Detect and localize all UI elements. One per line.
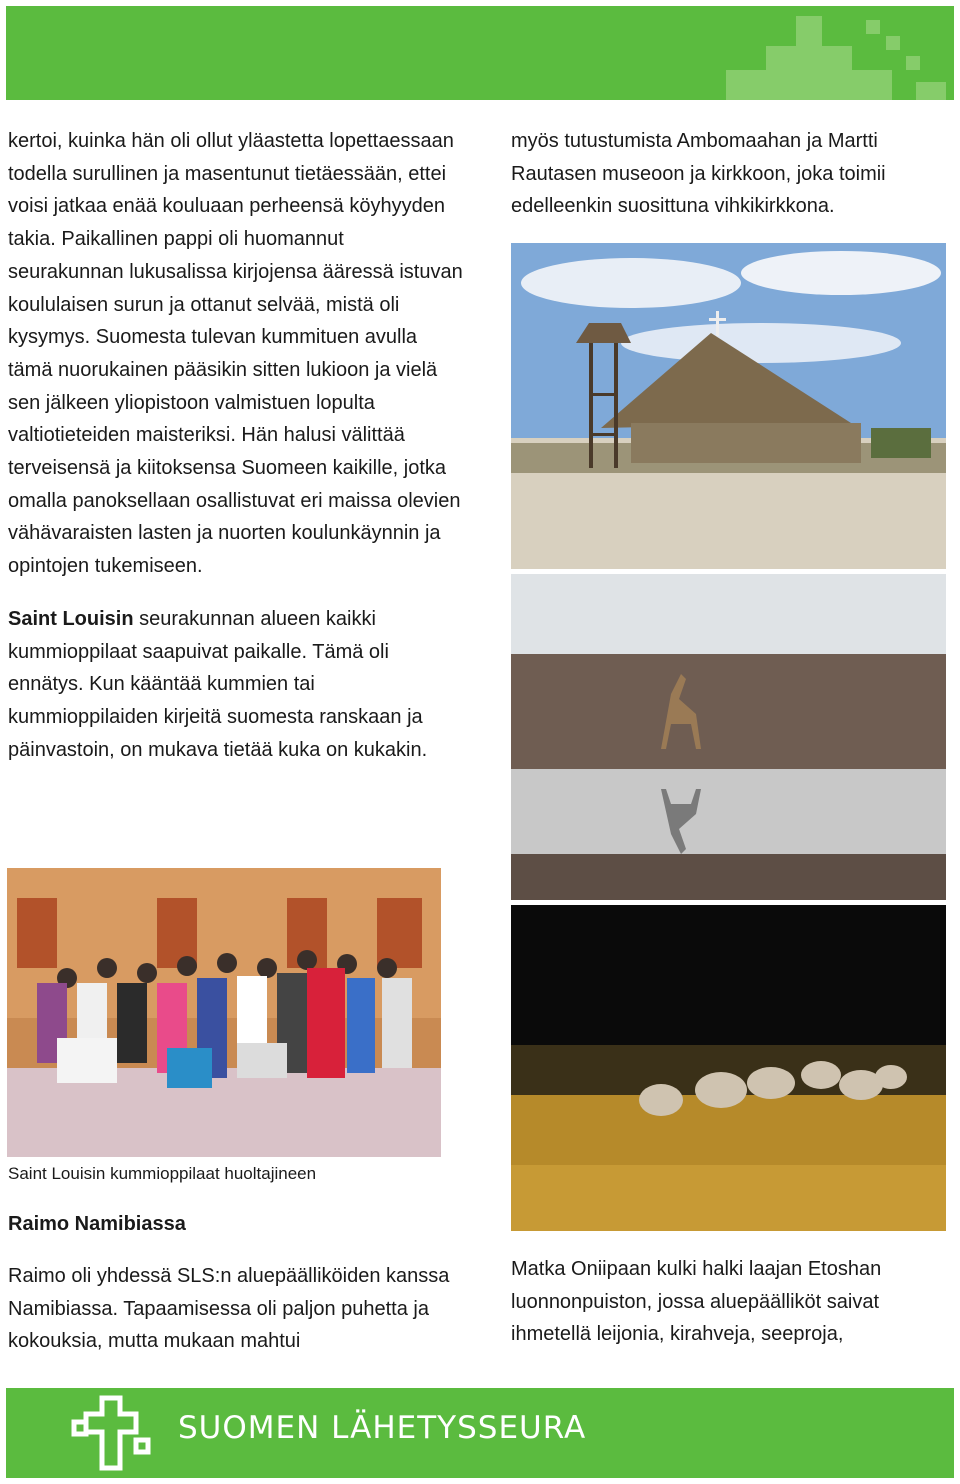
group-photo-caption: Saint Louisin kummioppilaat huoltajineen <box>8 1164 317 1183</box>
cross-pattern-icon <box>6 6 954 100</box>
namibia-heading: Raimo Namibiassa <box>8 1213 186 1235</box>
header-band <box>6 6 954 100</box>
ambomaa-paragraph: myös tutustumista Ambomaahan ja Martti Rautasen museoon ja kirkkoon, joka toimii edelleenkin suosittuna vihkikirkkona. <box>511 130 886 218</box>
right-column-bottom <box>511 1253 951 1351</box>
saint-louis-bold: Saint Louisin <box>8 607 134 630</box>
namibia-paragraph: Raimo oli yhdessä SLS:n aluepäälliköiden kanssa Namibiassa. Tapaamisessa oli paljon puhetta ja kokouksia, mutta mukaan mahtui <box>8 1265 450 1353</box>
giraffe-photo <box>511 574 946 900</box>
elephants-photo <box>511 905 946 1231</box>
logo-text: SUOMEN LÄHETYSSEURA <box>178 1410 587 1446</box>
footer-band <box>6 1388 954 1478</box>
left-column <box>8 125 463 766</box>
intro-paragraph: kertoi, kuinka hän oli ollut yläastetta lopettaessaan todella surullinen ja masentunut tietäessään, ettei voisi jatkaa enää kouluaan perheensä köyhyyden takia. Paikallinen pappi oli huomannut seurakunnan lukusalissa kirjojensa ääressä istuvan koululaisen surun ja ottanut selvää, mistä oli kysymys. Suomesta tulevan kummituen avulla tämä nuorukainen pääsikin sitten lukioon ja vielä sen jälkeen yliopistoon valmistuen lopulta valtiotieteiden maisteriksi. Hän halusi välittää terveisensä ja kiitoksensa Suomeen kaikille, jotka omalla panoksellaan osallistuvat eri maissa olevien vähävaraisten lasten ja nuorten koulunkäynnin ja opintojen tukemiseen. <box>8 130 463 578</box>
right-column-top <box>511 125 951 223</box>
etosha-paragraph: Matka Oniipaan kulki halki laajan Etoshan luonnonpuiston, jossa aluepäälliköt saivat ihmetellä leijonia, kirahveja, seeproja, <box>511 1258 882 1346</box>
saint-louis-paragraph <box>8 603 463 767</box>
church-photo <box>511 243 946 569</box>
group-photo <box>7 868 441 1157</box>
mission-cross-logo-icon <box>66 1392 156 1474</box>
saint-louis-rest: seurakunnan alueen kaikki kummioppilaat saapuivat paikalle. Tämä oli ennätys. Kun kääntää kummien tai kummioppilaiden kirjeitä suomesta ranskaan ja päinvastoin, on mukava tietää kuka on kukakin. <box>8 607 428 761</box>
